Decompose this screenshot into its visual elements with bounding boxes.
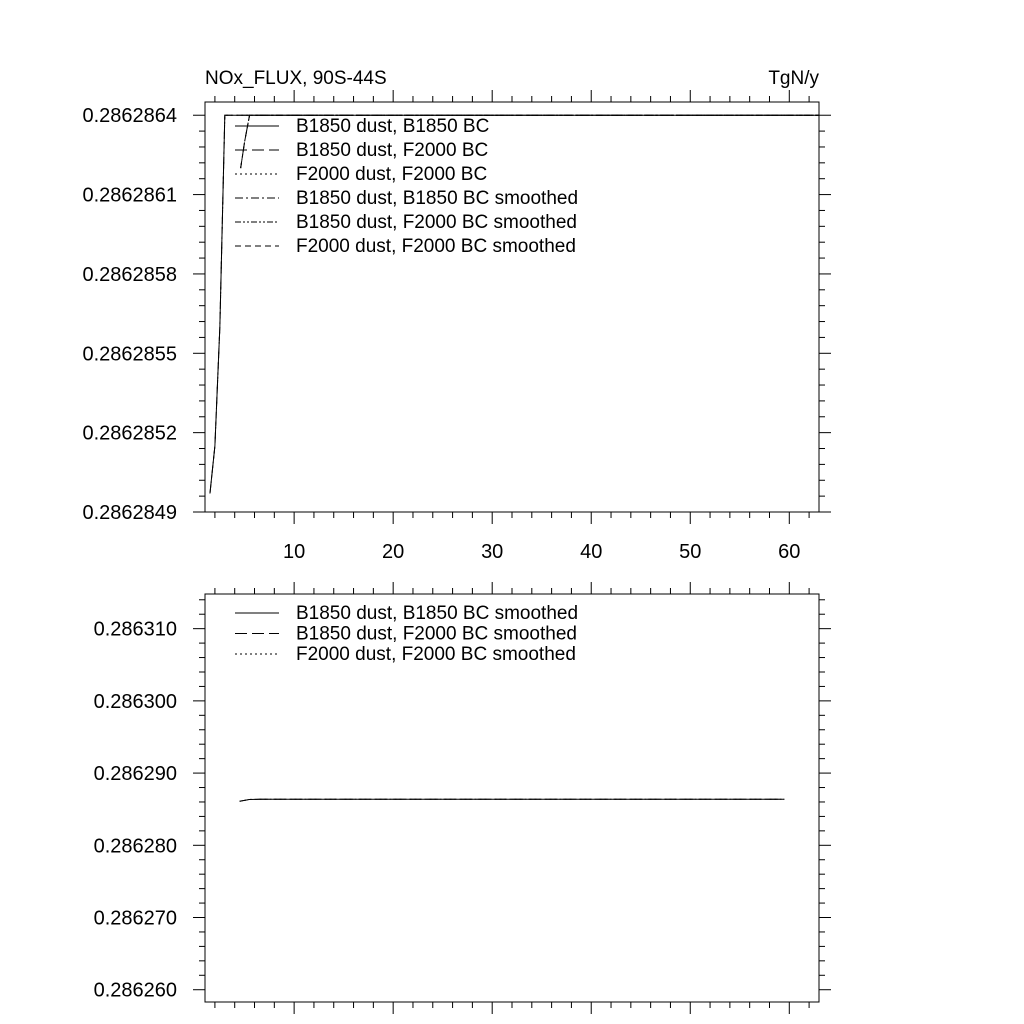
x-tick-label: 40 [580, 541, 603, 563]
legend-label: B1850 dust, B1850 BC [296, 116, 490, 137]
x-tick-label: 30 [481, 541, 504, 563]
legend-label: B1850 dust, F2000 BC smoothed [296, 623, 577, 645]
x-tick-label: 60 [778, 541, 801, 563]
legend-label: B1850 dust, F2000 BC smoothed [296, 212, 577, 233]
y-tick-label: 0.2862855 [82, 343, 177, 366]
bottom-panel [94, 582, 831, 1014]
y-tick-label: 0.286290 [93, 763, 177, 786]
y-tick-label: 0.2862858 [82, 263, 177, 286]
x-tick-label: 20 [382, 541, 405, 563]
y-tick-label: 0.286260 [93, 979, 177, 1002]
legend [235, 116, 578, 257]
y-tick-label: 0.2862864 [82, 105, 177, 128]
y-tick-label: 0.286310 [93, 618, 177, 641]
y-tick-label: 0.286300 [93, 690, 177, 713]
x-tick-label: 50 [679, 541, 702, 563]
legend-label: B1850 dust, B1850 BC smoothed [296, 603, 579, 624]
legend-label: F2000 dust, F2000 BC smoothed [296, 236, 576, 257]
legend-label: F2000 dust, F2000 BC [296, 164, 488, 185]
legend [235, 603, 578, 665]
legend-label: B1850 dust, F2000 BC [296, 140, 489, 161]
legend-label: B1850 dust, B1850 BC smoothed [296, 188, 579, 209]
legend-label: F2000 dust, F2000 BC smoothed [296, 644, 576, 665]
y-tick-label: 0.286270 [93, 907, 177, 930]
y-tick-label: 0.2862852 [82, 422, 177, 445]
x-tick-label: 10 [283, 541, 306, 563]
y-tick-label: 0.2862861 [82, 184, 177, 207]
units-label: TgN/y [768, 68, 819, 89]
y-tick-label: 0.286280 [93, 835, 177, 858]
y-tick-label: 0.2862849 [82, 502, 177, 524]
chart-title: NOx_FLUX, 90S-44S [205, 68, 387, 89]
top-panel [82, 68, 831, 563]
